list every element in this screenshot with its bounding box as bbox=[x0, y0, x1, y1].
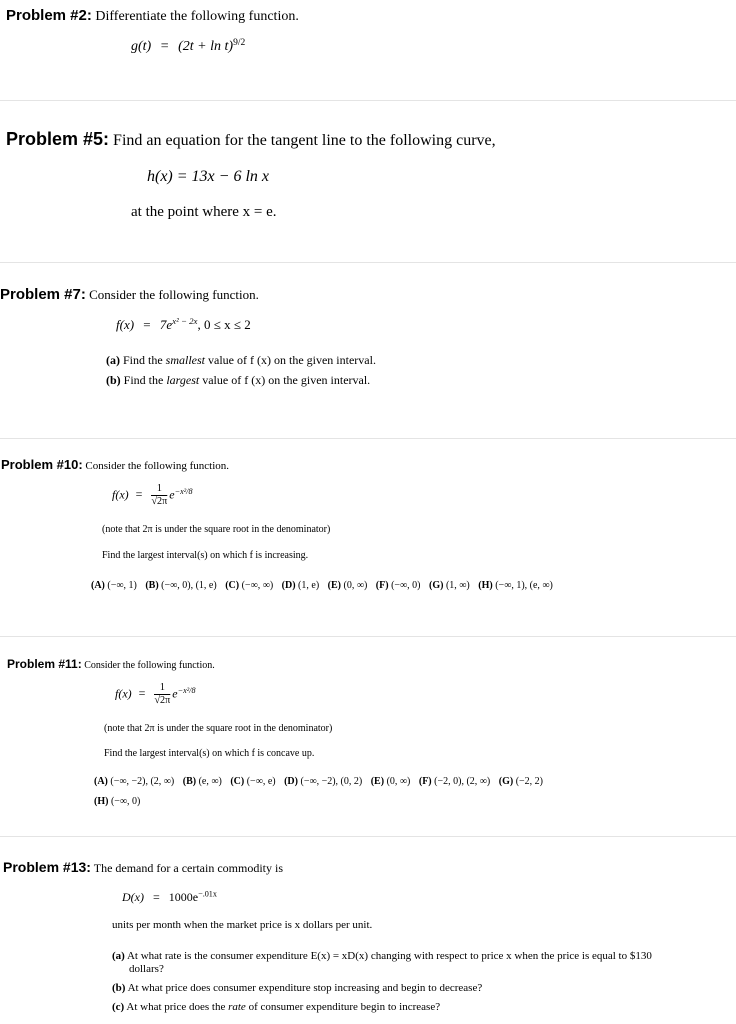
choice-key: (A) bbox=[94, 776, 108, 787]
part-a bbox=[106, 353, 376, 368]
separator bbox=[0, 636, 736, 637]
question-text: Find the largest interval(s) on which f is increasing. bbox=[102, 550, 309, 561]
fraction-denominator: √2π bbox=[151, 496, 168, 508]
problem-title bbox=[1, 457, 229, 472]
choice-a[interactable] bbox=[91, 580, 137, 591]
part-text: value of f (x) on the given interval. bbox=[202, 373, 371, 387]
choice-b[interactable] bbox=[183, 776, 222, 787]
problem-label: Problem #13: bbox=[3, 859, 91, 875]
eq-lhs: g(t) bbox=[131, 39, 152, 54]
answer-choices bbox=[94, 776, 549, 787]
choice-key: (D) bbox=[284, 776, 298, 787]
choice-key: (F) bbox=[375, 580, 389, 591]
eq-exponent: −x²/8 bbox=[174, 486, 193, 496]
eq-base: 7e bbox=[159, 317, 173, 332]
part-label: (b) bbox=[112, 982, 126, 994]
function-equation bbox=[116, 317, 251, 333]
part-text: At what price does the bbox=[126, 1001, 226, 1013]
choice-f[interactable] bbox=[376, 580, 421, 591]
fraction-denominator: √2π bbox=[154, 695, 171, 707]
choice-key: (G) bbox=[498, 776, 514, 787]
part-a bbox=[112, 950, 689, 976]
choice-value: (−∞, 0), (1, e) bbox=[161, 580, 217, 591]
choice-key: (F) bbox=[418, 776, 432, 787]
part-b bbox=[112, 982, 482, 994]
eq-lhs: f(x) bbox=[112, 487, 129, 502]
choice-key: (H) bbox=[478, 580, 493, 591]
choice-e[interactable] bbox=[328, 580, 368, 591]
eq-sign: = bbox=[152, 890, 160, 904]
problem-text: Consider the following function. bbox=[89, 287, 259, 302]
eq-exponent: x² − 2x bbox=[172, 316, 198, 327]
part-text: At what price does consumer expenditure stop increasing and begin to decrease? bbox=[127, 982, 483, 994]
eq-sign: = bbox=[135, 487, 143, 502]
eq-exponent: −x²/8 bbox=[177, 685, 196, 695]
choice-h[interactable] bbox=[478, 580, 553, 591]
choice-value: (−∞, −2), (0, 2) bbox=[300, 776, 363, 787]
choice-b[interactable] bbox=[145, 580, 216, 591]
problem-title bbox=[0, 286, 259, 303]
eq-lhs: f(x) bbox=[116, 317, 135, 332]
choice-value: (−2, 0), (2, ∞) bbox=[434, 776, 491, 787]
eq-lhs: f(x) bbox=[115, 686, 132, 701]
problem-label: Problem #5: bbox=[6, 129, 110, 149]
choice-g[interactable] bbox=[499, 776, 543, 787]
problem-text: Find an equation for the tangent line to the following curve, bbox=[113, 132, 496, 149]
choice-value: (−∞, ∞) bbox=[241, 580, 274, 591]
function-equation: h(x) = 13x − 6 ln x bbox=[147, 168, 269, 185]
choice-key: (E) bbox=[370, 776, 385, 787]
function-equation bbox=[115, 683, 196, 706]
part-text: of consumer expenditure begin to increase? bbox=[248, 1001, 441, 1013]
choice-value: (−∞, e) bbox=[246, 776, 276, 787]
problem-title bbox=[3, 859, 283, 876]
fraction bbox=[154, 683, 170, 706]
choice-value: (0, ∞) bbox=[386, 776, 411, 787]
problem-text: Differentiate the following function. bbox=[95, 9, 299, 24]
part-text: Find the bbox=[123, 353, 163, 367]
choice-key: (B) bbox=[145, 580, 159, 591]
problem-text: The demand for a certain commodity is bbox=[93, 861, 284, 875]
choice-value: (1, ∞) bbox=[445, 580, 470, 591]
note-text: (note that 2π is under the square root in the denominator) bbox=[104, 723, 333, 734]
answer-choices bbox=[91, 580, 559, 591]
sqrt-radicand: 2π bbox=[160, 695, 171, 707]
choice-key: (H) bbox=[94, 796, 109, 807]
choice-key: (C) bbox=[225, 580, 240, 591]
eq-sign: = bbox=[160, 39, 169, 54]
choice-key: (A) bbox=[91, 580, 105, 591]
separator bbox=[0, 262, 736, 263]
problem-title bbox=[6, 7, 299, 25]
choice-c[interactable] bbox=[225, 580, 273, 591]
choice-value: (e, ∞) bbox=[198, 776, 222, 787]
choice-value: (−∞, 1) bbox=[107, 580, 137, 591]
problem-label: Problem #10: bbox=[1, 457, 83, 472]
answer-choices-row-2 bbox=[94, 796, 140, 807]
choice-c[interactable] bbox=[230, 776, 275, 787]
question-text: Find the largest interval(s) on which f is concave up. bbox=[104, 748, 315, 759]
choice-value: (1, e) bbox=[298, 580, 320, 591]
problem-label: Problem #2: bbox=[6, 7, 92, 24]
choice-d[interactable] bbox=[284, 776, 362, 787]
choice-value: (0, ∞) bbox=[343, 580, 368, 591]
separator bbox=[0, 100, 736, 101]
part-text: At what rate is the consumer expenditure E(x) = xD(x) changing with respect to price x when the price is equal to $130 dollars? bbox=[126, 950, 652, 975]
choice-value: (−∞, −2), (2, ∞) bbox=[110, 776, 175, 787]
separator bbox=[0, 836, 736, 837]
part-label: (b) bbox=[106, 373, 121, 387]
problem-label: Problem #7: bbox=[0, 286, 86, 303]
part-label: (a) bbox=[106, 353, 120, 367]
function-equation bbox=[122, 890, 217, 905]
eq-base: (2t + ln t) bbox=[178, 39, 234, 54]
problem-title bbox=[6, 129, 496, 150]
part-emphasis: rate bbox=[228, 1001, 246, 1013]
eq-base: 1000e bbox=[168, 890, 199, 904]
eq-base: e bbox=[169, 487, 175, 502]
part-label: (a) bbox=[112, 950, 125, 962]
eq-sign: = bbox=[143, 317, 151, 332]
function-equation bbox=[131, 39, 245, 55]
part-text: Find the bbox=[123, 373, 164, 387]
choice-key: (E) bbox=[327, 580, 341, 591]
choice-value: (−∞, 0) bbox=[391, 580, 421, 591]
problem-text: Consider the following function. bbox=[85, 460, 229, 472]
problem-label: Problem #11: bbox=[7, 657, 82, 671]
separator bbox=[0, 438, 736, 439]
choice-key: (B) bbox=[182, 776, 197, 787]
eq-sign: = bbox=[138, 686, 146, 701]
part-emphasis: smallest bbox=[165, 353, 206, 367]
choice-h[interactable] bbox=[94, 796, 140, 807]
part-c bbox=[112, 1001, 440, 1013]
fraction-numerator: 1 bbox=[151, 484, 167, 496]
choice-g[interactable] bbox=[429, 580, 470, 591]
part-b bbox=[106, 373, 370, 388]
tangent-point: at the point where x = e. bbox=[131, 204, 277, 220]
part-emphasis: largest bbox=[166, 373, 200, 387]
choice-value: (−2, 2) bbox=[515, 776, 543, 787]
eq-domain: , 0 ≤ x ≤ 2 bbox=[197, 317, 251, 332]
part-text: value of f (x) on the given interval. bbox=[208, 353, 376, 367]
note-text: (note that 2π is under the square root in the denominator) bbox=[102, 524, 331, 535]
eq-base: e bbox=[172, 686, 178, 701]
fraction bbox=[151, 484, 167, 507]
eq-exponent: −.01x bbox=[198, 889, 217, 899]
choice-key: (D) bbox=[281, 580, 296, 591]
demand-description: units per month when the market price is x dollars per unit. bbox=[112, 919, 373, 931]
eq-lhs: D(x) bbox=[122, 890, 144, 904]
eq-exponent: 9/2 bbox=[233, 37, 246, 48]
choice-d[interactable] bbox=[282, 580, 320, 591]
function-equation bbox=[112, 484, 193, 507]
problem-title bbox=[7, 657, 215, 671]
sqrt-radicand: 2π bbox=[157, 496, 168, 508]
choice-key: (C) bbox=[230, 776, 245, 787]
choice-e[interactable] bbox=[371, 776, 411, 787]
choice-value: (−∞, 0) bbox=[110, 796, 141, 807]
part-label: (c) bbox=[112, 1001, 125, 1013]
choice-value: (−∞, 1), (e, ∞) bbox=[495, 580, 553, 591]
choice-f[interactable] bbox=[419, 776, 490, 787]
problem-text: Consider the following function. bbox=[84, 660, 215, 671]
choice-key: (G) bbox=[429, 580, 444, 591]
choice-a[interactable] bbox=[94, 776, 174, 787]
fraction-numerator: 1 bbox=[154, 683, 170, 695]
